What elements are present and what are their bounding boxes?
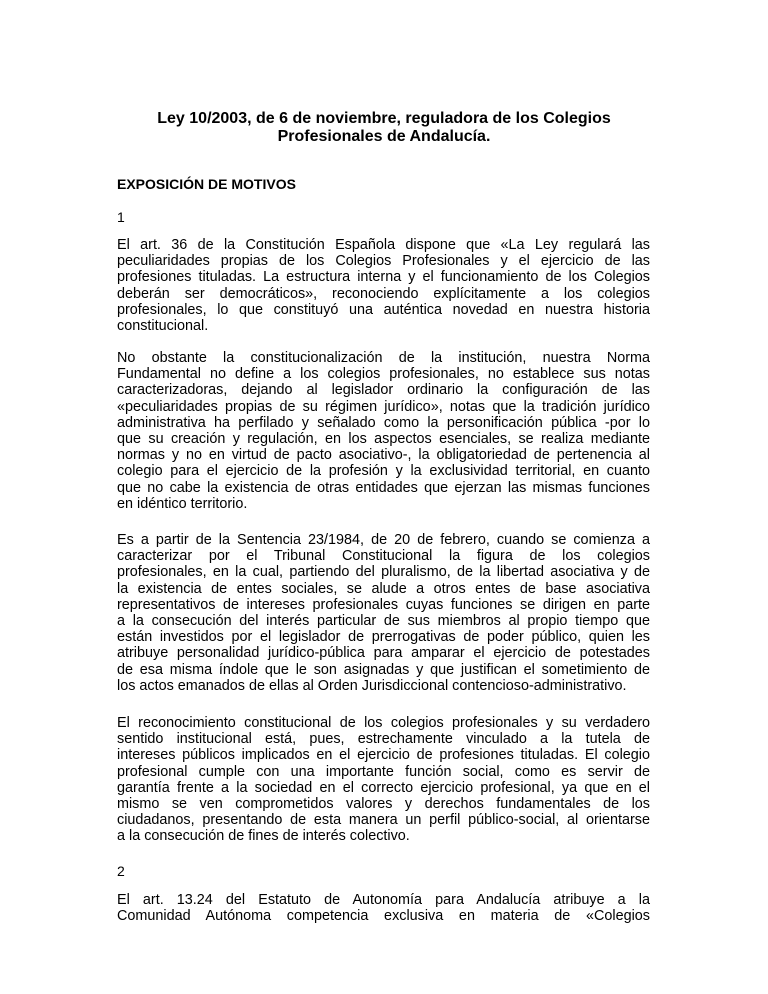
- text-line: profesionales, lo que constituyó una auténtica novedad en nuestra historia: [117, 301, 650, 318]
- paragraph: [117, 715, 650, 845]
- text-line: profesional cumple con una importante función social, como es servir de: [117, 763, 650, 780]
- section-number: 2: [117, 863, 125, 879]
- text-line: sentido institucional está, pues, estrechamente vinculado a la tutela de: [117, 731, 650, 748]
- paragraph: [117, 237, 650, 334]
- text-line: representativos de intereses profesionales cuyas funciones se dirigen en parte: [117, 596, 650, 613]
- text-line: administrativa ha perfilado y señalado como la personificación pública -por lo: [117, 414, 650, 431]
- text-line: No obstante la constitucionalización de la institución, nuestra Norma: [117, 350, 650, 366]
- text-line: en idéntico territorio.: [117, 495, 248, 512]
- text-line: colegio para el ejercicio de la profesión y la exclusividad territorial, en cuanto: [117, 463, 650, 480]
- text-line: Fundamental no define a los colegios profesionales, no establece sus notas: [117, 366, 650, 383]
- paragraph: [117, 350, 650, 512]
- text-line: de esa misma índole que le son asignadas y que justifican el sometimiento de: [117, 661, 650, 678]
- section-heading: EXPOSICIÓN DE MOTIVOS: [117, 176, 296, 192]
- text-line: El art. 36 de la Constitución Española dispone que «La Ley regulará las: [117, 237, 650, 253]
- paragraph: [117, 892, 650, 924]
- text-line: El reconocimiento constitucional de los colegios profesionales y su verdadero: [117, 715, 650, 731]
- text-line: peculiaridades propias de los Colegios Profesionales y el ejercicio de las: [117, 253, 650, 270]
- text-line: garantía frente a la sociedad en el correcto ejercicio profesional, ya que en el: [117, 779, 650, 796]
- text-line: a la consecución del interés particular de sus miembros al propio tiempo que: [117, 613, 650, 630]
- text-line: normas y no en virtud de pacto asociativo-, la obligatoriedad de pertenencia al: [117, 447, 650, 464]
- paragraph: [117, 532, 650, 694]
- text-line: deberán ser democráticos», reconociendo explícitamente a los colegios: [117, 285, 650, 302]
- text-line: caracterizadoras, dejando al legislador ordinario la configuración de las: [117, 382, 650, 399]
- text-line: Es a partir de la Sentencia 23/1984, de 20 de febrero, cuando se comienza a: [117, 532, 650, 548]
- text-line: constitucional.: [117, 318, 209, 335]
- document-title: [0, 110, 768, 146]
- text-line: los actos emanados de ellas al Orden Jurisdiccional contencioso-administrativo.: [117, 677, 627, 694]
- text-line: que no cabe la existencia de otras entidades que ejerzan las mismas funciones: [117, 479, 650, 496]
- text-line: que su creación y regulación, en los aspectos esenciales, se realiza mediante: [117, 431, 650, 448]
- text-line: profesiones tituladas. La estructura interna y el funcionamiento de los Colegios: [117, 269, 650, 286]
- text-line: El art. 13.24 del Estatuto de Autonomía para Andalucía atribuye a la: [117, 892, 650, 908]
- title-line: Profesionales de Andalucía.: [277, 128, 491, 145]
- text-line: caracterizar por el Tribunal Constitucional la figura de los colegios: [117, 548, 650, 565]
- text-line: ciudadanos, presentando de esta manera un perfil público-social, al orientarse: [117, 812, 650, 829]
- text-line: la existencia de entes sociales, se alude a otros entes de base asociativa: [117, 580, 650, 597]
- text-line: a la consecución de fines de interés colectivo.: [117, 828, 410, 845]
- text-line: profesionales, en la cual, partiendo del pluralismo, de la libertad asociativa y de: [117, 564, 650, 581]
- text-line: están investidos por el legislador de prerrogativas de poder público, quien les: [117, 629, 650, 646]
- text-line: intereses públicos implicados en el ejercicio de profesiones tituladas. El colegio: [117, 747, 650, 764]
- text-line: Comunidad Autónoma competencia exclusiva en materia de «Colegios: [117, 908, 650, 925]
- section-number: 1: [117, 209, 125, 225]
- text-line: mismo se ven comprometidos valores y derechos fundamentales de los: [117, 796, 650, 813]
- text-line: atribuye personalidad jurídico-pública para amparar el ejercicio de potestades: [117, 645, 650, 662]
- title-line: Ley 10/2003, de 6 de noviembre, reguladora de los Colegios: [157, 110, 611, 127]
- text-line: «peculiaridades propias de su régimen jurídico», notas que la tradición jurídico: [117, 398, 650, 415]
